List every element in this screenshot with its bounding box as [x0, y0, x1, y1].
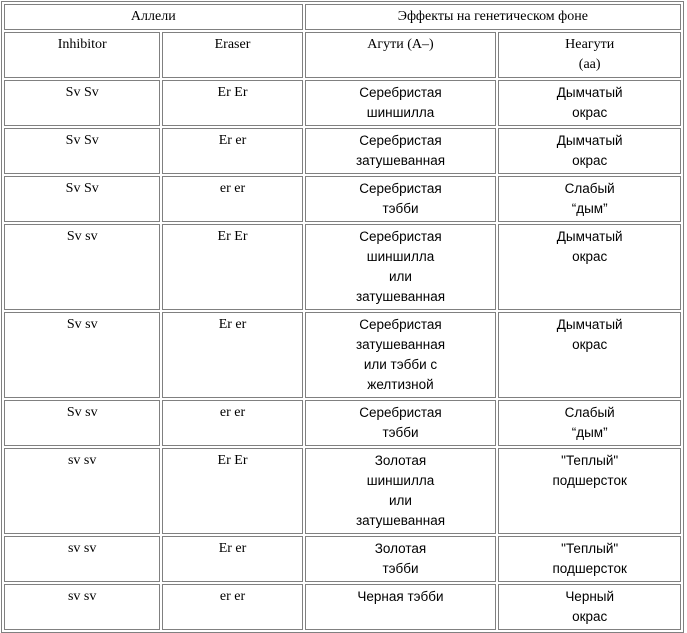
cell-eraser: Er Er	[162, 448, 302, 534]
cell-inhibitor: Sv Sv	[4, 128, 160, 174]
cell-nonagouti: Слабый “дым”	[498, 400, 681, 446]
genetics-table	[1, 1, 684, 633]
cell-nonagouti: Дымчатый окрас	[498, 224, 681, 310]
header-nonagouti: Неагути (аа)	[498, 32, 681, 78]
header-row-columns	[4, 32, 681, 78]
cell-eraser: er er	[162, 400, 302, 446]
table-row	[4, 312, 681, 398]
cell-eraser: er er	[162, 584, 302, 630]
header-effects: Эффекты на генетическом фоне	[305, 4, 681, 30]
header-inhibitor: Inhibitor	[4, 32, 160, 78]
cell-eraser: Er er	[162, 312, 302, 398]
cell-eraser: Er Er	[162, 224, 302, 310]
table-row	[4, 224, 681, 310]
cell-eraser: Er er	[162, 536, 302, 582]
table-row	[4, 176, 681, 222]
cell-inhibitor: Sv sv	[4, 312, 160, 398]
cell-inhibitor: sv sv	[4, 448, 160, 534]
cell-agouti: Серебристая затушеванная	[305, 128, 497, 174]
cell-nonagouti: Слабый “дым”	[498, 176, 681, 222]
cell-inhibitor: Sv Sv	[4, 176, 160, 222]
cell-nonagouti: Дымчатый окрас	[498, 128, 681, 174]
cell-agouti: Серебристая тэбби	[305, 176, 497, 222]
cell-agouti: Золотая шиншилла или затушеванная	[305, 448, 497, 534]
cell-agouti: Серебристая тэбби	[305, 400, 497, 446]
header-agouti: Агути (А–)	[305, 32, 497, 78]
cell-nonagouti: "Теплый" подшерсток	[498, 536, 681, 582]
table-row	[4, 584, 681, 630]
table-row	[4, 80, 681, 126]
cell-eraser: er er	[162, 176, 302, 222]
cell-nonagouti: Черный окрас	[498, 584, 681, 630]
cell-agouti: Серебристая затушеванная или тэбби с желтизной	[305, 312, 497, 398]
cell-inhibitor: Sv Sv	[4, 80, 160, 126]
table-row	[4, 448, 681, 534]
cell-agouti: Черная тэбби	[305, 584, 497, 630]
header-eraser: Eraser	[162, 32, 302, 78]
table-row	[4, 536, 681, 582]
table-row	[4, 128, 681, 174]
cell-nonagouti: Дымчатый окрас	[498, 312, 681, 398]
cell-nonagouti: Дымчатый окрас	[498, 80, 681, 126]
cell-inhibitor: Sv sv	[4, 400, 160, 446]
cell-eraser: Er Er	[162, 80, 302, 126]
table-row	[4, 400, 681, 446]
cell-inhibitor: sv sv	[4, 536, 160, 582]
cell-eraser: Er er	[162, 128, 302, 174]
cell-agouti: Золотая тэбби	[305, 536, 497, 582]
header-row-groups	[4, 4, 681, 30]
cell-agouti: Серебристая шиншилла или затушеванная	[305, 224, 497, 310]
cell-nonagouti: "Теплый" подшерсток	[498, 448, 681, 534]
cell-agouti: Серебристая шиншилла	[305, 80, 497, 126]
cell-inhibitor: sv sv	[4, 584, 160, 630]
cell-inhibitor: Sv sv	[4, 224, 160, 310]
header-alleles: Аллели	[4, 4, 303, 30]
